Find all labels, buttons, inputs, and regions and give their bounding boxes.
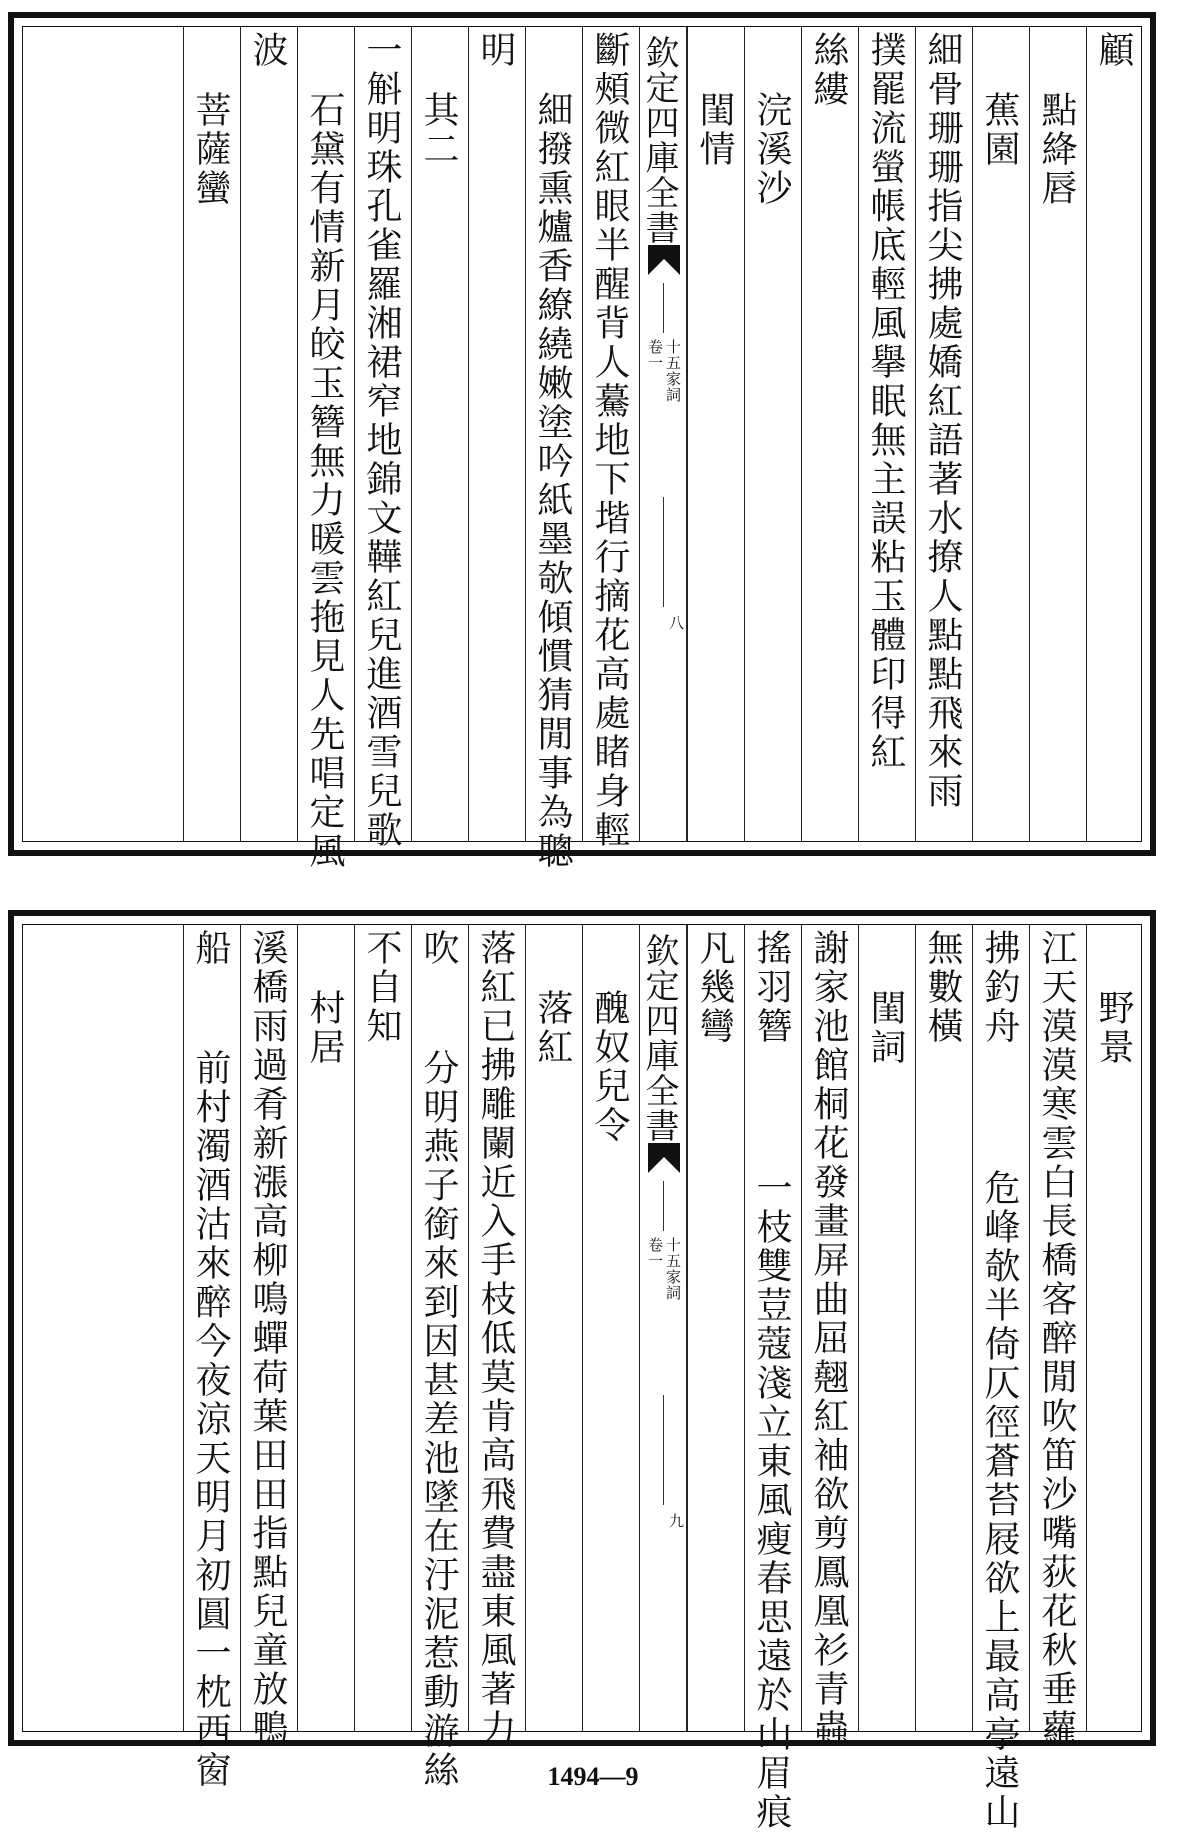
bottom-text-column: [744, 925, 801, 1832]
top-text-column: [468, 27, 525, 841]
column-line-head: 江天漠漠寒雲白長橋客醉閒吹笛沙嘴荻花秋垂蘿: [1036, 929, 1077, 1748]
bottom-text-column: [915, 925, 972, 1731]
column-line-head: 斷頰微紅眼半醒背人驀地下堦行摘花高處睹身輕: [589, 31, 630, 850]
bottom-text-column: [411, 925, 468, 1790]
column-line-indented: 其二: [418, 91, 459, 169]
top-text-column: [411, 27, 468, 841]
page-number: 1494—9: [547, 1762, 639, 1791]
column-line-indented: 閨詞: [865, 989, 906, 1067]
top-text-column: [744, 27, 801, 841]
bottom-text-column: [858, 925, 915, 1731]
column-line-head: 一斛明珠孔雀羅湘裙窄地錦文鞾紅兒進酒雪兒歌: [361, 31, 402, 850]
top-text-column: [240, 27, 297, 841]
top-text-column: [183, 27, 240, 841]
top-page-frame: [8, 12, 1156, 871]
bottom-text-column: [801, 925, 858, 1748]
spine-volume-label: 卷一: [646, 1237, 664, 1269]
bottom-spine: [639, 925, 687, 1731]
column-line-head: 吹: [418, 929, 459, 968]
top-text-column: [354, 27, 411, 850]
bottom-text-column: [972, 925, 1029, 1832]
spine-rule: [663, 1395, 664, 1505]
bottom-text-column: [354, 925, 411, 1731]
column-line-indented: 前村濁酒沽來醉今夜涼天明月初圓一枕西窗: [190, 1049, 231, 1790]
column-line-indented: 浣溪沙: [751, 91, 792, 208]
top-text-column: [525, 27, 582, 871]
top-text-column: [297, 27, 354, 871]
bottom-text-column: [183, 925, 240, 1790]
top-text-column: [1029, 27, 1086, 841]
column-line-indented: 分明燕子銜來到因甚差池墜在汙泥惹動游絲: [418, 1049, 459, 1790]
top-text-column: [972, 27, 1029, 841]
bottom-text-column: [468, 925, 525, 1748]
fishtail-mark-icon: [648, 1143, 678, 1175]
column-line-indented: 野景: [1093, 989, 1134, 1067]
top-text-column: [582, 27, 639, 850]
column-line-head: 明: [475, 31, 516, 70]
bottom-text-column: [297, 925, 354, 1731]
spine-title: 欽定四庫全書: [639, 933, 679, 1143]
column-line-head: 顧: [1093, 31, 1134, 70]
column-line-indented: 石黛有情新月皎玉簪無力暖雲拖見人先唱定風: [304, 91, 345, 871]
column-line-head: 細骨珊珊指尖拂處嬌紅語著水撩人點點飛來雨: [922, 31, 963, 811]
column-line-indented: 村居: [304, 989, 345, 1067]
column-line-indented: 落紅: [532, 989, 573, 1067]
spine-collection-title: 十五家詞: [664, 1237, 682, 1301]
bottom-text-column: [1029, 925, 1086, 1748]
column-line-head: 波: [247, 31, 288, 70]
column-line-indented: 菩薩蠻: [190, 91, 231, 208]
spine-rule: [663, 1181, 664, 1231]
bottom-text-column: [687, 925, 744, 1731]
column-line-head: 絲縷: [808, 31, 849, 109]
column-line-head: 謝家池館桐花發畫屏曲屈翹紅袖欲剪鳳凰衫青蟲: [808, 929, 849, 1748]
bottom-text-column: [582, 925, 639, 1731]
spine-rule: [663, 283, 664, 333]
column-line-head: 凡幾彎: [694, 929, 735, 1046]
column-line-head: 溪橋雨過肴新漲高柳鳴蟬荷葉田田指點兒童放鴨: [247, 929, 288, 1748]
fishtail-mark-icon: [648, 245, 678, 277]
top-text-column: [915, 27, 972, 841]
column-line-head: 無數橫: [922, 929, 963, 1046]
bottom-text-column: [1086, 925, 1143, 1731]
column-line-head: 搖羽簪: [751, 929, 792, 1046]
spine-title: 欽定四庫全書: [639, 35, 679, 245]
top-text-column: [687, 27, 744, 841]
spine-rule: [663, 497, 664, 607]
top-text-column: [1086, 27, 1143, 841]
column-line-indented: 醜奴兒令: [589, 989, 630, 1145]
spine-folio-number: 九: [667, 1513, 685, 1528]
column-line-indented: 點絳唇: [1036, 91, 1077, 208]
top-spine: [639, 27, 687, 841]
column-line-indented: 閨情: [694, 91, 735, 169]
column-line-head: 拂釣舟: [979, 929, 1020, 1046]
top-text-column: [801, 27, 858, 841]
spine-volume-label: 卷一: [646, 339, 664, 371]
bottom-text-column: [525, 925, 582, 1731]
column-line-head: 撲罷流螢帳底輕風擧眠無主誤粘玉體印得紅: [865, 31, 906, 772]
column-line-indented: 細撥熏爐香繚繞嫩塗吟紙墨欹傾慣猜閒事為聰: [532, 91, 573, 871]
column-line-indented: 蕉園: [979, 91, 1020, 169]
column-line-head: 落紅已拂雕闌近入手枝低莫肯高飛費盡東風著力: [475, 929, 516, 1748]
column-line-head: 船: [190, 929, 231, 968]
column-line-indented: 危峰欹半倚仄徑蒼苔屐欲上最高亭遠山: [979, 1169, 1020, 1832]
top-text-column: [858, 27, 915, 841]
column-line-indented: 一枝雙荳蔻淺立東風瘦春思遠於山眉痕: [751, 1169, 792, 1832]
column-line-head: 不自知: [361, 929, 402, 1046]
bottom-text-column: [240, 925, 297, 1748]
spine-folio-number: 八: [667, 615, 685, 630]
spine-collection-title: 十五家詞: [664, 339, 682, 403]
top-page-inner-border: [22, 26, 1142, 871]
